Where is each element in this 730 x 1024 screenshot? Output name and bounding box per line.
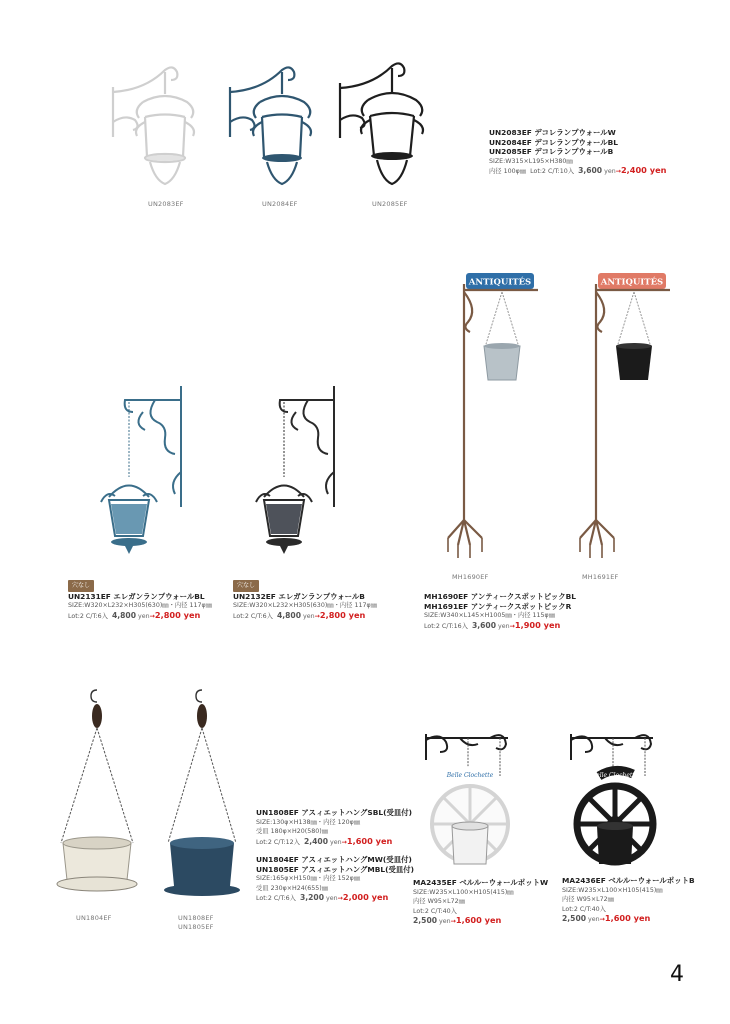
yen-label-wheel-w: yen	[439, 918, 451, 926]
elegant-lamp-b-info	[233, 580, 377, 621]
spot-pick-info	[424, 592, 576, 631]
caption-mh1690: MH1690EF	[452, 573, 489, 581]
deco-lamp-info	[489, 128, 666, 177]
lot-info-mw: Lot:2 C/T:6入	[256, 895, 296, 903]
yen-label-mw: yen	[326, 895, 338, 903]
price-arrow: →	[615, 168, 621, 176]
price-old: 3,600	[578, 166, 603, 176]
wheel-pot-black-image	[565, 728, 665, 873]
hang-mw-info	[256, 855, 414, 904]
hang-pot-blue-image	[160, 688, 250, 908]
price-old-sbl: 2,400	[303, 836, 328, 846]
price-new-wheel-b: 1,600 yen	[604, 913, 651, 924]
saucer-size-mw: 受皿 230φ×H24(655)㎜	[256, 884, 329, 892]
wheel-pot-white-image	[420, 728, 520, 873]
lamp-white-image	[105, 62, 200, 192]
price-new: 2,400 yen	[620, 165, 667, 176]
caption-un2084: UN2084EF	[262, 200, 298, 208]
product-line-mbl: UN1805EF アスィエットハングMBL(受皿付)	[256, 864, 415, 874]
inner-size-wheel-w: 内径 W95×L72㎜	[413, 898, 465, 906]
price-arrow-wheel-w: →	[450, 918, 456, 926]
caption-mh1691: MH1691EF	[582, 573, 619, 581]
product-size-bl: SIZE:W320×L232×H305(630)㎜・内径 117φ㎜	[68, 602, 212, 610]
spot-pick-r-image	[570, 270, 690, 565]
product-size-sbl: SIZE:130φ×H138㎜・内径 120φ㎜	[256, 818, 361, 826]
price-arrow-wheel-b: →	[599, 916, 605, 924]
product-size-wheel-b: SIZE:W235×L100×H105(415)㎜	[562, 886, 663, 894]
inner-diameter: 内径 100φ㎜	[489, 168, 527, 176]
wall-pot-b-info	[562, 876, 695, 925]
hang-sbl-info	[256, 808, 412, 847]
price-row-pick	[424, 621, 576, 632]
price-row-sbl	[256, 837, 412, 848]
caption-un1808: UN1808EF	[178, 914, 214, 922]
hang-pot-white-image	[55, 688, 145, 903]
price-old-bl: 4,800	[111, 610, 136, 620]
product-size-b: SIZE:W320×L232×H305(630)㎜・内径 117φ㎜	[233, 602, 377, 610]
product-line-bl: UN2084EF デコレランプウォールBL	[489, 137, 618, 147]
price-arrow-b: →	[314, 612, 320, 620]
price-new-bl: 2,800 yen	[154, 609, 201, 620]
product-size-pick: SIZE:W340×L145×H1005㎜・内径 115φ㎜	[424, 612, 556, 620]
lot-info-sbl: Lot:2 C/T:12入	[256, 838, 300, 846]
wheel-text-b: Belle Clochette	[591, 772, 639, 779]
lamp-blue-image	[222, 62, 317, 192]
price-arrow-bl: →	[149, 612, 155, 620]
product-name-sbl: UN1808EF アスィエットハングSBL(受皿付)	[256, 808, 413, 817]
lot-info-wheel-b: Lot:2 C/T:40入	[562, 905, 606, 913]
price-old-pick: 3,600	[471, 620, 496, 630]
caption-un1804: UN1804EF	[76, 914, 112, 922]
sign-text-r: ANTIQUITÉS	[600, 277, 664, 288]
product-size-wheel-w: SIZE:W235×L100×H105(415)㎜	[413, 888, 514, 896]
elegant-lamp-bl-info	[68, 580, 212, 621]
product-size: SIZE:W315×L195×H380㎜	[489, 157, 573, 165]
price-row-b	[233, 611, 377, 622]
price-new-wheel-w: 1,600 yen	[455, 915, 502, 926]
price-old-b: 4,800	[276, 610, 301, 620]
product-line-pick-r: MH1691EF アンティークスポットピックR	[424, 601, 572, 611]
price-row-bl	[68, 611, 212, 622]
elegant-lamp-black-image	[250, 382, 342, 562]
wheel-text-w: Belle Clochette	[446, 772, 494, 779]
price-arrow-sbl: →	[341, 838, 347, 846]
product-name-wheel-b: MA2436EF ベルルーウォールポットB	[562, 876, 695, 885]
caption-un1805: UN1805EF	[178, 923, 214, 931]
yen-label-pick: yen	[498, 622, 510, 630]
no-hole-badge-b: 穴なし	[233, 580, 259, 592]
yen-label-wheel-b: yen	[588, 916, 600, 924]
product-line-mw: UN1804EF アスィエットハングMW(受皿付)	[256, 855, 412, 864]
product-name-wheel-w: MA2435EF ベルルーウォールポットW	[413, 878, 549, 887]
price-new-b: 2,800 yen	[319, 609, 366, 620]
spot-pick-bl-image	[438, 270, 558, 565]
price-new-pick: 1,900 yen	[514, 619, 561, 630]
product-line-pick-bl: MH1690EF アンティークスポットピックBL	[424, 592, 576, 601]
product-size-mw: SIZE:165φ×H150㎜・内径 152φ㎜	[256, 875, 361, 883]
price-new-sbl: 1,600 yen	[346, 835, 393, 846]
caption-un2085: UN2085EF	[372, 200, 408, 208]
price-row-mw	[256, 893, 414, 904]
caption-un2083: UN2083EF	[148, 200, 184, 208]
price-arrow-mw: →	[337, 895, 343, 903]
lot-info-wheel-w: Lot:2 C/T:40入	[413, 907, 457, 915]
product-name-bl: UN2131EF エレガンランプウォールBL	[68, 591, 205, 601]
yen-label-sbl: yen	[330, 838, 342, 846]
wall-pot-w-info	[413, 878, 548, 927]
price-row-wheel-b	[562, 914, 695, 925]
price-old-wheel-b: 2,500	[562, 914, 587, 924]
lamp-black-image	[332, 58, 427, 192]
product-line-b: UN2085EF デコレランプウォールB	[489, 147, 614, 157]
lot-info-b: Lot:2 C/T:6入	[233, 612, 273, 620]
yen-label-bl: yen	[138, 612, 150, 620]
price-old-wheel-w: 2,500	[413, 916, 438, 926]
lot-info-bl: Lot:2 C/T:6入	[68, 612, 108, 620]
price-arrow-pick: →	[509, 622, 515, 630]
yen-label-b: yen	[303, 612, 315, 620]
elegant-lamp-blue-image	[95, 382, 187, 562]
inner-size-wheel-b: 内径 W95×L72㎜	[562, 896, 614, 904]
sign-text-bl: ANTIQUITÉS	[468, 277, 532, 288]
price-row	[489, 166, 666, 177]
no-hole-badge-bl: 穴なし	[68, 580, 94, 592]
lot-info: Lot:2 C/T:10入	[530, 168, 575, 176]
saucer-size-sbl: 受皿 180φ×H20(580)㎜	[256, 828, 329, 836]
price-row-wheel-w	[413, 916, 548, 927]
product-line-w: UN2083EF デコレランプウォールW	[489, 128, 616, 137]
price-new-mw: 2,000 yen	[342, 892, 389, 903]
product-name-b: UN2132EF エレガンランプウォールB	[233, 591, 365, 601]
page-number: 4	[670, 962, 684, 987]
price-old-mw: 3,200	[299, 893, 324, 903]
lot-info-pick: Lot:2 C/T:16入	[424, 622, 468, 630]
yen-label: yen	[604, 168, 616, 176]
